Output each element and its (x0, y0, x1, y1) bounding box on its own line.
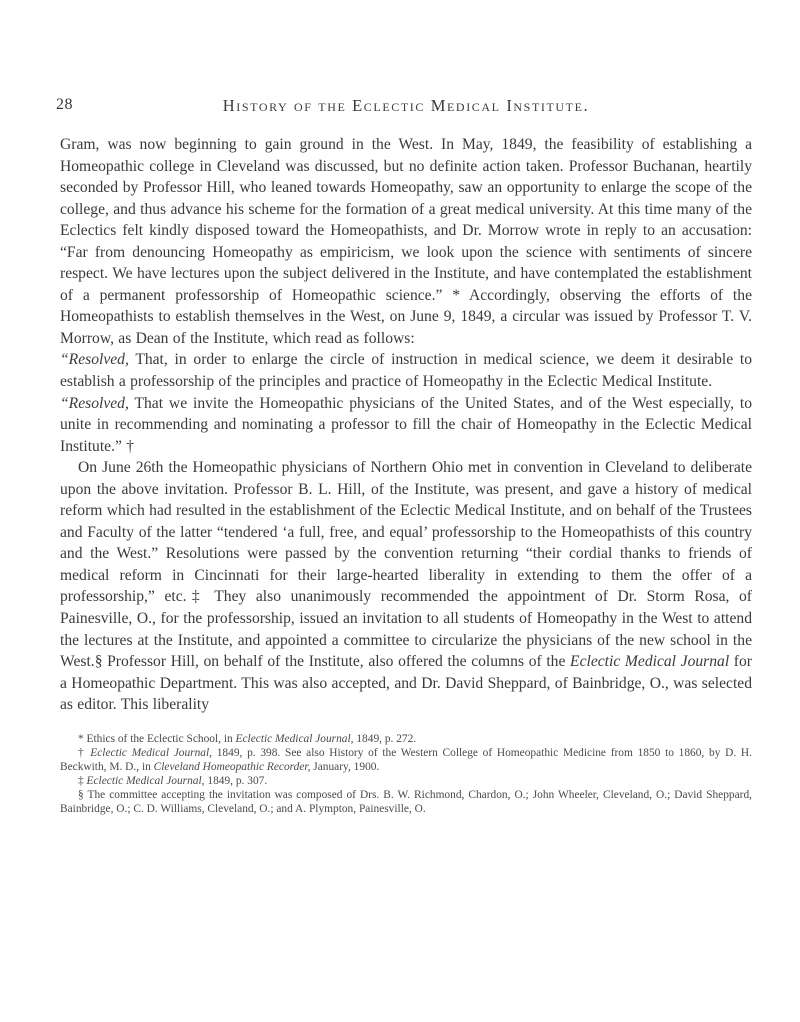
footnote-1-journal: Eclectic Medical Journal, (235, 732, 354, 745)
resolved-lead: “Resolved, (60, 394, 129, 412)
footnote-1-post: 1849, p. 272. (353, 732, 417, 745)
resolved-lead: “Resolved, (60, 351, 129, 369)
footnote-2 (60, 746, 752, 774)
paragraph-resolution-2 (60, 393, 752, 458)
convention-tail: for a Homeopathic Department. This was also accepted, and Dr. David Sheppard, of Bainbridge, O., was selected as editor. This liberality (60, 653, 752, 714)
footnote-3-post: 1849, p. 307. (204, 774, 268, 787)
resolution-1-text: That, in order to enlarge the circle of instruction in medical science, we deem it desirable to establish a professorship of the principles and practice of Homeopathy in the Eclectic Medical Institute. (60, 351, 752, 391)
footnote-1-text: * Ethics of the Eclectic School, in (78, 732, 236, 745)
footnote-3 (60, 774, 752, 788)
convention-text: On June 26th the Homeopathic physicians of Northern Ohio met in convention in Cleveland to deliberate upon the above invitation. Professor B. L. Hill, of the Institute, was present, and gave a history of medical reform which had resulted in the establishment of the Eclectic Medical Institute, and on behalf of the Trustees and Faculty of the latter “tendered ‘a full, free, and equal’ professorship to the Homeopathists of this country and the West.” Resolutions were passed by the convention returning “their cordial thanks to friends of medical reform in Cincinnati for their large-hearted liberality in extending to them the offer of a professorship,” etc.‡ They also unanimously recommended the appointment of Dr. Storm Rosa, of Painesville, O., for the professorship, issued an invitation to all students of Homeopathy in the West to attend the lectures at the Institute, and appointed a committee to circularize the physicians of the new school in the West.§ Professor Hill, on behalf of the Institute, also offered the columns of the (60, 459, 752, 671)
footnote-2-recorder: Cleveland Homeopathic Recorder, (153, 760, 311, 773)
footnote-1 (60, 732, 752, 746)
footnotes (60, 732, 752, 816)
page-number: 28 (56, 96, 73, 113)
footnote-2-mark: † (78, 746, 91, 759)
footnote-3-mark: ‡ (78, 774, 87, 787)
footnote-3-journal: Eclectic Medical Journal, (86, 774, 205, 787)
paragraph-convention (60, 457, 752, 716)
footnote-2-post: January, 1900. (310, 760, 380, 773)
page-header (56, 96, 752, 134)
footnote-2-text: 1849, p. 398. See also History of the Western College of Homeopathic Medicine from 1850 to 1860, by D. H. Beckwith, M. D., in (60, 746, 752, 773)
footnote-2-journal: Eclectic Medical Journal, (90, 746, 213, 759)
paragraph-resolution-1 (60, 349, 752, 392)
paragraph-1: Gram, was now beginning to gain ground in the West. In May, 1849, the feasibility of establishing a Homeopathic college in Cleveland was discussed, but no definite action taken. Professor Buchanan, heartily seconded by Professor Hill, who leaned towards Homeopathy, saw an opportunity to enlarge the scope of the college, and thus advance his scheme for the formation of a great medical university. At this time many of the Eclectics felt kindly disposed toward the Homeopathists, and Dr. Morrow wrote in reply to an accusation: “Far from denouncing Homeopathy as empiricism, we look upon the science with sentiments of sincere respect. We have lectures upon the subject delivered in the Institute, and have contemplated the establishment of a permanent professorship of Homeopathic science.” * Accordingly, observing the efforts of the Homeopathists to establish themselves in the West, on June 9, 1849, a circular was issued by Professor T. V. Morrow, as Dean of the Institute, which read as follows: (60, 136, 752, 347)
book-page (56, 0, 752, 816)
resolution-2-text: That we invite the Homeopathic physicians of the United States, and of the West especially, to unite in recommending and nominating a professor to fill the chair of Homeopathy in the Eclectic Medical Institute.” † (60, 394, 752, 455)
running-title: History of the Eclectic Medical Institute. (222, 96, 590, 115)
body-text (60, 134, 752, 716)
journal-title: Eclectic Medical Journal (570, 653, 730, 671)
footnote-4: § The committee accepting the invitation was composed of Drs. B. W. Richmond, Chardon, O.; John Wheeler, Cleveland, O.; David Sheppard, Bainbridge, O.; C. D. Williams, Cleveland, O.; and A. Plympton, Painesville, O. (60, 788, 752, 815)
